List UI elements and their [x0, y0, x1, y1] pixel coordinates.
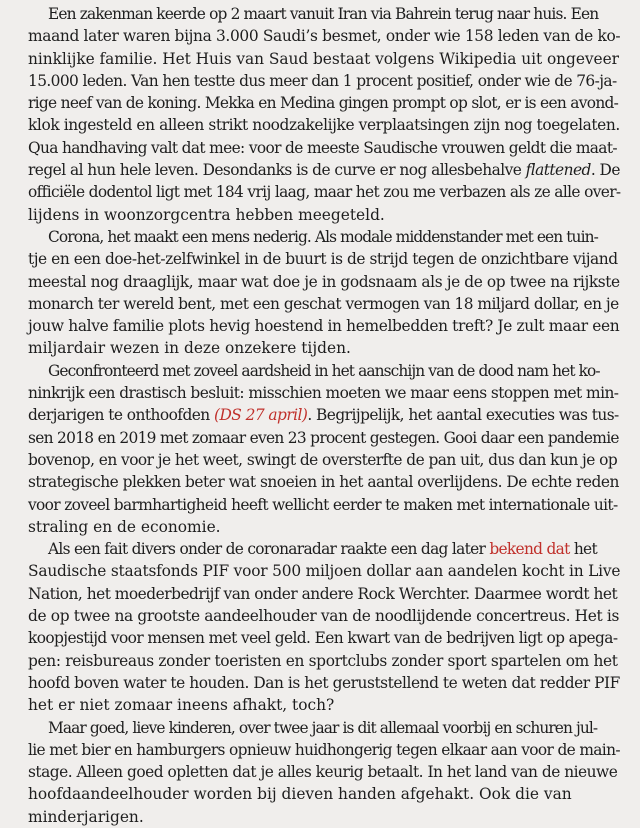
text-line: pen: reisbureaus zonder toeristen en sportclubs zonder sport spartelen om het	[28, 651, 618, 670]
paragraph-3	[28, 360, 620, 538]
paragraph-2	[28, 226, 620, 360]
text-line: hoofd boven water te houden. Dan is het geruststellend te weten dat redder PIF	[28, 673, 620, 692]
text-line: Saudische staatsfonds PIF voor 500 miljoen dollar aan aandelen kocht in Live	[28, 562, 621, 581]
paragraph-4	[28, 538, 620, 716]
text-line: Een zakenman keerde op 2 maart vanuit Iran via Bahrein terug naar huis. Een	[48, 5, 599, 23]
text-line: voor zoveel barmhartigheid heeft wellicht eerder te maken met internationale uit-	[28, 495, 618, 514]
text-line: tje en een doe-het-zelfwinkel in de buurt is de strijd tegen de onzichtbare vijand	[28, 250, 618, 269]
text-run: . De	[590, 161, 620, 180]
text-line: Nation, het moederbedrijf van onder andere Rock Werchter. Daarmee wordt het	[28, 584, 618, 603]
text-line	[28, 159, 620, 181]
text-line: klok ingesteld en alleen strikt noodzakelijke verplaatsingen zijn nog toegelaten.	[28, 116, 620, 135]
paragraph-5	[28, 717, 620, 828]
text-line: straling en de economie.	[28, 517, 221, 536]
text-line: miljardair wezen in deze onzekere tijden.	[28, 339, 351, 358]
text-line: ninklijke familie. Het Huis van Saud bestaat volgens Wikipedia uit ongeveer	[28, 49, 619, 68]
text-line: strategische plekken beter wat snoeien in het aantal overlijdens. De echte reden	[28, 473, 619, 492]
text-line: sen 2018 en 2019 met zomaar even 23 procent gestegen. Gooi daar een pandemie	[28, 428, 619, 447]
text-line	[28, 538, 620, 560]
text-run: het	[569, 540, 597, 559]
text-line: koopjestijd voor mensen met veel geld. Een kwart van de bedrijven ligt op apega-	[28, 629, 618, 648]
text-line: stage. Alleen goed opletten dat je alles keurig betaalt. In het land van de nieuwe	[28, 763, 618, 782]
text-line: minderjarigen.	[28, 807, 144, 826]
text-run: derjarigen te onthoofden	[28, 406, 215, 425]
text-line: lijdens in woonzorgcentra hebben meegeteld.	[28, 205, 385, 224]
text-line: Geconfronteerd met zoveel aardsheid in het aanschijn van de dood nam het ko-	[48, 361, 600, 380]
text-line: het er niet zomaar ineens afhakt, toch?	[28, 696, 335, 715]
text-line: lie met bier en hamburgers opnieuw huidhongerig tegen elkaar aan voor de main-	[28, 740, 620, 759]
text-line: meestal nog draaglijk, maar wat doe je in godsnaam als je de op twee na rijkste	[28, 272, 620, 291]
text-line: hoofdaandeelhouder worden bij dieven handen afgehakt. Ook die van	[28, 785, 572, 804]
source-link-ds-27-april[interactable]: (DS 27 april)	[214, 406, 308, 425]
paragraph-1	[28, 3, 620, 226]
text-line: 15.000 leden. Van hen testte dus meer dan 1 procent positief, onder wie de 76-ja-	[28, 71, 617, 90]
text-line: jouw halve familie plots hevig hoestend in hemelbedden treft? Je zult maar een	[28, 317, 620, 336]
text-line: officiële dodentol ligt met 184 vrij laag, maar het zou me verbazen als ze alle over-	[28, 183, 621, 202]
text-line: bovenop, en voor je het weet, swingt de oversterfte de pan uit, dus dan kun je op	[28, 450, 618, 469]
text-line: Maar goed, lieve kinderen, over twee jaar is dit allemaal voorbij en schuren jul-	[48, 718, 598, 737]
text-run: Als een fait divers onder de coronaradar raakte een dag later	[48, 540, 490, 559]
text-line: maand later waren bijna 3.000 Saudi’s besmet, onder wie 158 leden van de ko-	[28, 27, 621, 46]
text-line: de op twee na grootste aandeelhouder van de noodlijdende concertreus. Het is	[28, 607, 619, 626]
text-line: Corona, het maakt een mens nederig. Als modale middenstander met een tuin-	[48, 227, 598, 246]
text-line: monarch ter wereld bent, met een geschat vermogen van 18 miljard dollar, en je	[28, 294, 619, 313]
text-line: Qua handhaving valt dat mee: voor de meeste Saudische vrouwen geldt die maat-	[28, 138, 617, 157]
text-line: rige neef van de koning. Mekka en Medina gingen prompt op slot, er is een avond-	[28, 94, 619, 113]
text-run: . Begrijpelijk, het aantal executies was tus-	[307, 406, 619, 425]
link-bekend-dat[interactable]: bekend dat	[489, 540, 570, 559]
text-line: ninkrijk een drastisch besluit: misschien moeten we maar eens stoppen met min-	[28, 384, 619, 403]
text-run: regel al hun hele leven. Desondanks is de curve er nog allesbehalve	[28, 161, 526, 180]
text-line	[28, 404, 620, 426]
emphasis-flattened: flattened	[525, 161, 591, 180]
